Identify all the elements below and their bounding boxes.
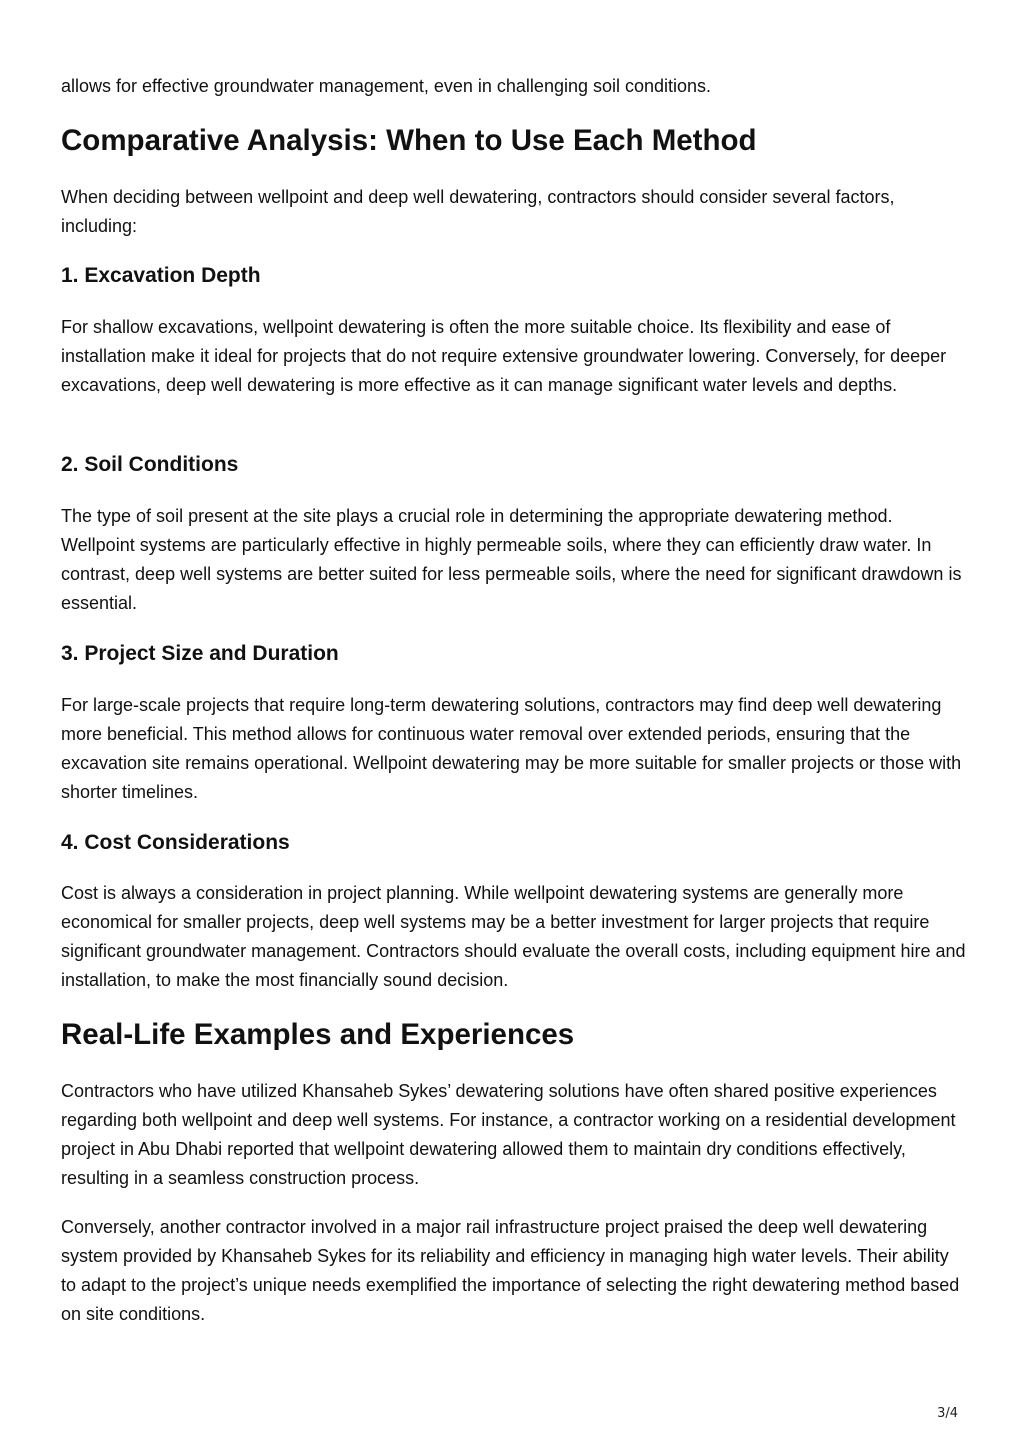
comparative-intro-paragraph: When deciding between wellpoint and deep well dewatering, contractors should consider several factors, including: [61, 187, 895, 236]
cost-considerations-paragraph: Cost is always a consideration in project planning. While wellpoint dewatering systems are generally more economical for smaller projects, deep well systems may be a better investment for larger projects that require significant groundwater management. Contractors should evaluate the overall costs, including equipment hire and installation, to make the most financially sound decision. [61, 883, 966, 990]
soil-conditions-paragraph: The type of soil present at the site plays a crucial role in determining the appropriate dewatering method. Wellpoint systems are particularly effective in highly permeable soils, where they can efficiently draw water. In contrast, deep well systems are better suited for less permeable soils, where the need for significant drawdown is essential. [61, 506, 962, 613]
excavation-depth-heading: 1. Excavation Depth [61, 264, 261, 287]
examples-paragraph-1: Contractors who have utilized Khansaheb Sykes’ dewatering solutions have often shared positive experiences regarding both wellpoint and deep well systems. For instance, a contractor working on a residential development project in Abu Dhabi reported that wellpoint dewatering allowed them to maintain dry conditions effectively, resulting in a seamless construction process. [61, 1081, 956, 1188]
project-size-heading: 3. Project Size and Duration [61, 642, 339, 665]
excavation-depth-paragraph: For shallow excavations, wellpoint dewatering is often the more suitable choice. Its flexibility and ease of installation make it ideal for projects that do not require extensive groundwater lowering. Conversely, for deeper excavations, deep well dewatering is more effective as it can manage significant water levels and depths. [61, 317, 947, 395]
intro-tail-paragraph: allows for effective groundwater management, even in challenging soil conditions. [61, 76, 712, 96]
comparative-analysis-heading: Comparative Analysis: When to Use Each Method [61, 124, 757, 157]
page-number: 3/4 [937, 1406, 958, 1421]
cost-considerations-heading: 4. Cost Considerations [61, 831, 290, 854]
soil-conditions-heading: 2. Soil Conditions [61, 453, 239, 476]
real-life-examples-heading: Real-Life Examples and Experiences [61, 1018, 575, 1051]
examples-paragraph-2: Conversely, another contractor involved in a major rail infrastructure project praised the deep well dewatering system provided by Khansaheb Sykes for its reliability and efficiency in managing high water levels. Their ability to adapt to the project’s unique needs exemplified the importance of selecting the right dewatering method based on site conditions. [61, 1217, 960, 1324]
project-size-paragraph: For large-scale projects that require long-term dewatering solutions, contractors may find deep well dewatering more beneficial. This method allows for continuous water removal over extended periods, ensuring that the excavation site remains operational. Wellpoint dewatering may be more suitable for smaller projects or those with shorter timelines. [61, 695, 962, 802]
